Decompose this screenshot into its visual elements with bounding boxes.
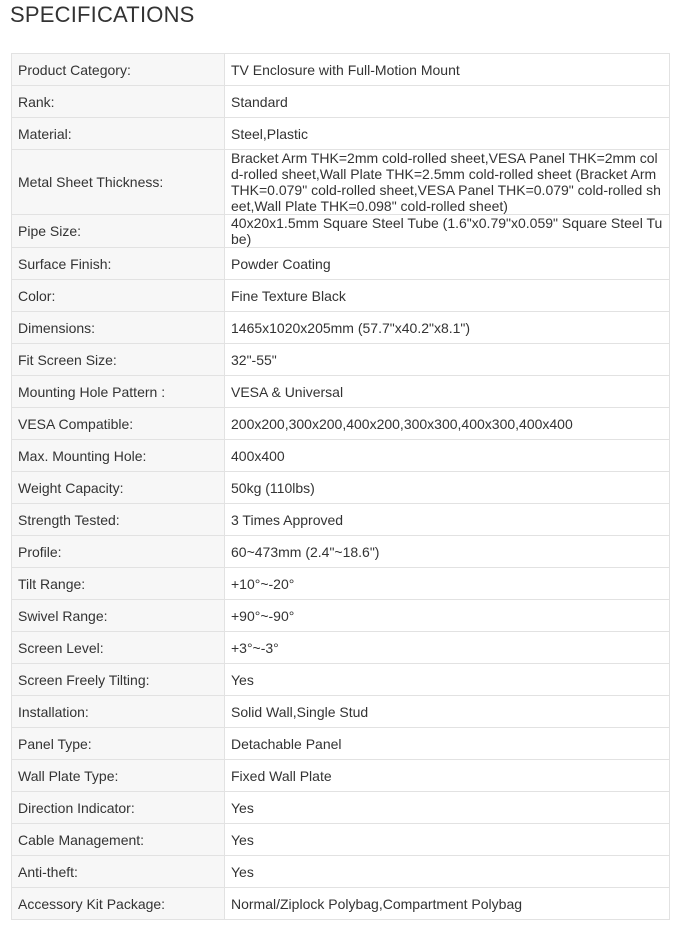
spec-value: VESA & Universal — [225, 376, 670, 408]
spec-label: Product Category: — [12, 54, 225, 86]
spec-label: Accessory Kit Package: — [12, 888, 225, 920]
spec-row-profile — [12, 536, 670, 568]
spec-label: Anti-theft: — [12, 856, 225, 888]
spec-value: 1465x1020x205mm (57.7"x40.2"x8.1") — [225, 312, 670, 344]
spec-label: Direction Indicator: — [12, 792, 225, 824]
spec-label: Tilt Range: — [12, 568, 225, 600]
spec-label: Material: — [12, 118, 225, 150]
spec-row-panel-type — [12, 728, 670, 760]
spec-row-accessory-kit-package — [12, 888, 670, 920]
spec-label: Weight Capacity: — [12, 472, 225, 504]
spec-value: Fixed Wall Plate — [225, 760, 670, 792]
spec-row-anti-theft — [12, 856, 670, 888]
spec-value: +10°~-20° — [225, 568, 670, 600]
spec-row-tilt-range — [12, 568, 670, 600]
spec-row-screen-level — [12, 632, 670, 664]
spec-row-vesa-compatible — [12, 408, 670, 440]
spec-row-color — [12, 280, 670, 312]
spec-row-product-category — [12, 54, 670, 86]
spec-label: Mounting Hole Pattern : — [12, 376, 225, 408]
spec-value: 50kg (110lbs) — [225, 472, 670, 504]
spec-row-cable-management — [12, 824, 670, 856]
spec-label: Dimensions: — [12, 312, 225, 344]
spec-value: Powder Coating — [225, 248, 670, 280]
spec-value: 3 Times Approved — [225, 504, 670, 536]
spec-row-strength-tested — [12, 504, 670, 536]
spec-row-fit-screen-size — [12, 344, 670, 376]
spec-row-mounting-hole-pattern — [12, 376, 670, 408]
spec-value: Yes — [225, 856, 670, 888]
spec-label: Panel Type: — [12, 728, 225, 760]
spec-label: Color: — [12, 280, 225, 312]
spec-row-surface-finish — [12, 248, 670, 280]
spec-row-dimensions — [12, 312, 670, 344]
spec-label: Swivel Range: — [12, 600, 225, 632]
spec-label: Profile: — [12, 536, 225, 568]
spec-label: Strength Tested: — [12, 504, 225, 536]
spec-value: 40x20x1.5mm Square Steel Tube (1.6"x0.79"x0.059" Square Steel Tube) — [225, 215, 670, 248]
spec-label: Pipe Size: — [12, 215, 225, 248]
spec-value: 400x400 — [225, 440, 670, 472]
spec-label: Cable Management: — [12, 824, 225, 856]
spec-value: Yes — [225, 824, 670, 856]
spec-value: +3°~-3° — [225, 632, 670, 664]
spec-value: Steel,Plastic — [225, 118, 670, 150]
spec-label: Metal Sheet Thickness: — [12, 150, 225, 215]
spec-value: 32"-55" — [225, 344, 670, 376]
spec-label: Screen Level: — [12, 632, 225, 664]
spec-value: Yes — [225, 664, 670, 696]
spec-row-weight-capacity — [12, 472, 670, 504]
spec-row-rank — [12, 86, 670, 118]
spec-value: Solid Wall,Single Stud — [225, 696, 670, 728]
spec-value: Detachable Panel — [225, 728, 670, 760]
spec-value: 60~473mm (2.4"~18.6") — [225, 536, 670, 568]
spec-row-direction-indicator — [12, 792, 670, 824]
spec-row-swivel-range — [12, 600, 670, 632]
spec-label: Installation: — [12, 696, 225, 728]
spec-label: Surface Finish: — [12, 248, 225, 280]
spec-label: Wall Plate Type: — [12, 760, 225, 792]
spec-row-screen-freely-tilting — [12, 664, 670, 696]
spec-label: Fit Screen Size: — [12, 344, 225, 376]
spec-row-pipe-size — [12, 215, 670, 248]
spec-row-metal-sheet-thickness — [12, 150, 670, 215]
specifications-table — [11, 53, 670, 920]
spec-value: +90°~-90° — [225, 600, 670, 632]
page-title: SPECIFICATIONS — [10, 2, 195, 27]
spec-row-material — [12, 118, 670, 150]
spec-value: TV Enclosure with Full-Motion Mount — [225, 54, 670, 86]
spec-value: Standard — [225, 86, 670, 118]
spec-row-max-mounting-hole — [12, 440, 670, 472]
spec-value: 200x200,300x200,400x200,300x300,400x300,400x400 — [225, 408, 670, 440]
spec-row-wall-plate-type — [12, 760, 670, 792]
spec-label: VESA Compatible: — [12, 408, 225, 440]
spec-value: Bracket Arm THK=2mm cold-rolled sheet,VESA Panel THK=2mm cold-rolled sheet,Wall Plate THK=2.5mm cold-rolled sheet (Bracket Arm THK=0.079" cold-rolled sheet,VESA Panel THK=0.079" cold-rolled sheet,Wall Plate THK=0.098" cold-rolled sheet) — [225, 150, 670, 215]
spec-label: Max. Mounting Hole: — [12, 440, 225, 472]
spec-row-installation — [12, 696, 670, 728]
spec-label: Screen Freely Tilting: — [12, 664, 225, 696]
spec-value: Normal/Ziplock Polybag,Compartment Polybag — [225, 888, 670, 920]
spec-value: Yes — [225, 792, 670, 824]
spec-value: Fine Texture Black — [225, 280, 670, 312]
spec-label: Rank: — [12, 86, 225, 118]
